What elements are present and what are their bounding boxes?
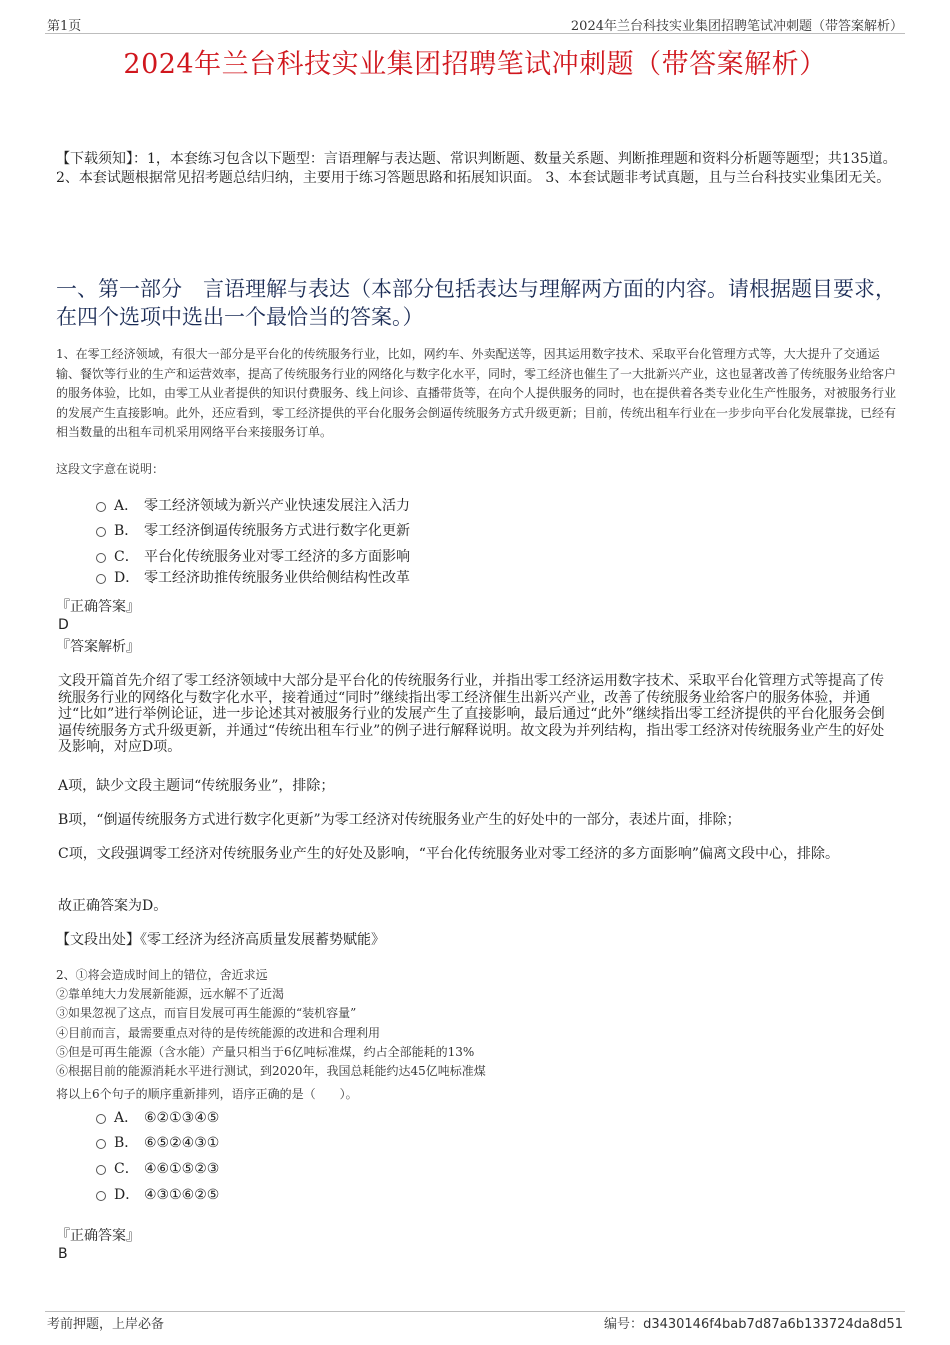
header-doc-title: 2024年兰台科技实业集团招聘笔试冲刺题（带答案解析） [570, 19, 903, 34]
radio-icon[interactable] [96, 527, 106, 537]
option-text: 零工经济助推传统服务业供给侧结构性改革 [144, 570, 410, 586]
option-text: 平台化传统服务业对零工经济的多方面影响 [144, 549, 410, 565]
option-text: ④⑥①⑤②③ [144, 1161, 220, 1177]
q2-line-3: ③如果忽视了这点，而盲目发展可再生能源的“装机容量” [56, 1006, 357, 1020]
q2-option-c[interactable] [96, 1160, 219, 1178]
q1-option-d[interactable] [96, 569, 410, 587]
option-letter: D． [114, 1187, 140, 1203]
footer-code-value: d3430146f4bab7d87a6b133724da8d51 [643, 1317, 903, 1332]
footer-code [604, 1313, 903, 1332]
q2-line-4: ④目前而言，最需要重点对待的是传统能源的改进和合理利用 [56, 1026, 381, 1040]
radio-icon[interactable] [96, 553, 106, 563]
q1-prompt: 这段文字意在说明： [56, 462, 165, 476]
option-text: 零工经济领域为新兴产业快速发展注入活力 [144, 498, 410, 514]
q1-analysis-main: 文段开篇首先介绍了零工经济领域中大部分是平台化的传统服务行业，并指出零工经济运用数字技术、采取平台化管理方式等提高了传统服务行业的网络化与数字化水平，接着通过“同时”继续指出零工经济催生出新兴产业，改善了传统服务业给客户的服务体验，并通过“比如”进行举例论证，进一步论述其对被服务行业的发展产生了直接影响，最后通过“此外”继续指出零工经济提供的平台化服务会倒逼传统服务方式升级更新，并通过“传统出租车行业”的例子进行解释说明。故文段为并列结构，指出零工经济对传统服务业产生的好处及影响，对应D项。 [58, 673, 885, 755]
q1-answer-label: 『正确答案』 [56, 599, 140, 615]
option-letter: C． [114, 1161, 139, 1177]
q1-answer: D [58, 617, 69, 633]
option-text: ④③①⑥②⑤ [144, 1187, 220, 1203]
q2-option-a[interactable] [96, 1109, 219, 1127]
q2-option-d[interactable] [96, 1186, 219, 1204]
radio-icon[interactable] [96, 1139, 106, 1149]
option-text: ⑥⑤②④③① [144, 1135, 220, 1151]
q2-line-6: ⑥根据目前的能源消耗水平进行测试，到2020年，我国总耗能约达45亿吨标准煤 [56, 1064, 486, 1078]
header-divider [45, 33, 905, 34]
q1-analysis-c: C项，文段强调零工经济对传统服务业产生的好处及影响，“平台化传统服务业对零工经济的多方面影响”偏离文段中心，排除。 [58, 846, 840, 862]
q2-prompt: 将以上6个句子的顺序重新排列，语序正确的是（ ）。 [56, 1087, 358, 1101]
option-letter: B． [114, 1135, 139, 1151]
radio-icon[interactable] [96, 1165, 106, 1175]
option-letter: C． [114, 549, 139, 565]
footer-slogan: 考前押题，上岸必备 [47, 1317, 165, 1332]
q2-answer-label: 『正确答案』 [56, 1228, 140, 1244]
q2-line-5: ⑤但是可再生能源（含水能）产量只相当于6亿吨标准煤，约占全部能耗的13% [56, 1045, 475, 1059]
q2-line-1: 2、①将会造成时间上的错位，舍近求远 [56, 968, 268, 982]
q1-source: 【文段出处】《零工经济为经济高质量发展蓄势赋能》 [56, 932, 385, 948]
header-page-number: 第1页 [47, 19, 82, 34]
download-notice: 【下载须知】：1，本套练习包含以下题型：言语理解与表达题、常识判断题、数量关系题、判断推理题和资料分析题等题型；共135道。 2、本套试题根据常见招考题总结归纳，主要用于练习答题思路和拓展知识面。 3、本套试题非考试真题，且与兰台科技实业集团无关。 [56, 151, 897, 186]
option-text: 零工经济倒逼传统服务方式进行数字化更新 [144, 523, 410, 539]
q2-option-b[interactable] [96, 1134, 219, 1152]
radio-icon[interactable] [96, 502, 106, 512]
option-text: ⑥②①③④⑤ [144, 1110, 220, 1126]
q1-option-c[interactable] [96, 548, 410, 566]
q2-answer: B [58, 1246, 68, 1262]
page-title: 2024年兰台科技实业集团招聘笔试冲刺题（带答案解析） [123, 49, 827, 80]
footer-divider [45, 1311, 905, 1312]
q1-analysis-a: A项，缺少文段主题词“传统服务业”，排除； [58, 778, 335, 794]
option-letter: A． [114, 1110, 139, 1126]
radio-icon[interactable] [96, 1191, 106, 1201]
option-letter: D． [114, 570, 140, 586]
q1-option-b[interactable] [96, 522, 410, 540]
q1-analysis-conclusion: 故正确答案为D。 [58, 898, 168, 914]
q1-analysis-label: 『答案解析』 [56, 639, 140, 655]
option-letter: B． [114, 523, 139, 539]
radio-icon[interactable] [96, 1114, 106, 1124]
radio-icon[interactable] [96, 574, 106, 584]
q1-analysis-b: B项，“倒逼传统服务方式进行数字化更新”为零工经济对传统服务业产生的好处中的一部分，表述片面，排除； [58, 812, 741, 828]
footer-code-label: 编号： [604, 1317, 644, 1332]
q2-line-2: ②靠单纯大力发展新能源，远水解不了近渴 [56, 987, 285, 1001]
q1-option-a[interactable] [96, 497, 410, 515]
section-title: 一、第一部分 言语理解与表达（本部分包括表达与理解两方面的内容。请根据题目要求，在四个选项中选出一个最恰当的答案。） [56, 277, 896, 329]
q1-stem: 1、在零工经济领域，有很大一部分是平台化的传统服务行业，比如，网约车、外卖配送等，因其运用数字技术、采取平台化管理方式等，大大提升了交通运输、餐饮等行业的生产和运营效率，提高了传统服务行业的网络化与数字化水平，同时，零工经济也催生了一大批新兴产业，这也显著改善了传统服务业给客户的服务体验，比如，由零工从业者提供的知识付费服务、线上问诊、直播带货等，在向个人提供服务的同时，也在提供着各类专业化生产性服务，对被服务行业的发展产生直接影响。此外，还应看到，零工经济提供的平台化服务会倒逼传统服务方式升级更新；目前，传统出租车行业在一步步向平台化发展靠拢，已经有相当数量的出租车司机采用网络平台来接服务订单。 [56, 347, 897, 439]
option-letter: A． [114, 498, 139, 514]
